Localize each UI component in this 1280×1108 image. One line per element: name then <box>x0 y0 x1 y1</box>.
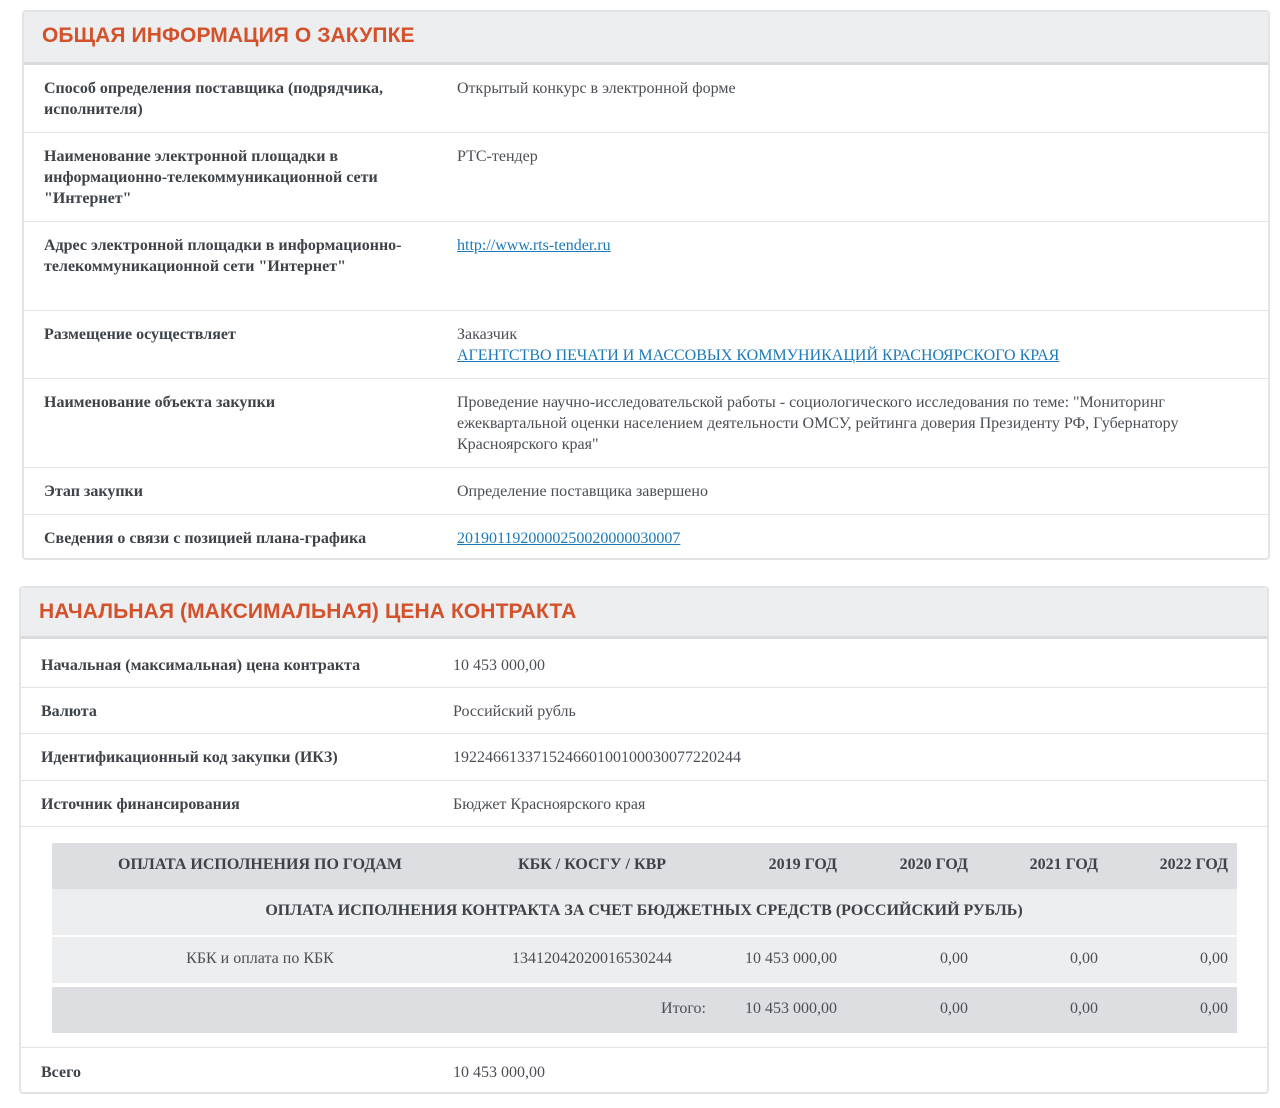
general-info-title: ОБЩАЯ ИНФОРМАЦИЯ О ЗАКУПКЕ <box>42 24 415 47</box>
col-header-kbk: КБК / КОСГУ / КВР <box>517 856 667 873</box>
info-value: Определение поставщика завершено <box>457 483 708 500</box>
total-2022: 0,00 <box>1200 1000 1228 1017</box>
price-value: Российский рубль <box>453 703 576 720</box>
info-label: Наименование объекта закупки <box>44 394 276 411</box>
price-label: Идентификационный код закупки (ИКЗ) <box>41 749 338 766</box>
price-card <box>19 586 1269 1094</box>
kbk-row-label: КБК и оплата по КБК <box>186 950 334 967</box>
col-header-2022: 2022 ГОД <box>1159 856 1228 873</box>
price-header <box>21 588 1267 639</box>
price-label: Начальная (максимальная) цена контракта <box>41 657 361 674</box>
price-label: Валюта <box>41 703 97 720</box>
info-row-platform <box>24 133 1268 222</box>
info-value: Открытый конкурс в электронной форме <box>457 80 736 97</box>
col-header-2020: 2020 ГОД <box>899 856 968 873</box>
amount-2022: 0,00 <box>1200 950 1228 967</box>
payment-table-subheader <box>52 889 1237 935</box>
info-row-plan-link <box>24 515 1268 560</box>
amount-2021: 0,00 <box>1070 950 1098 967</box>
grand-total-value: 10 453 000,00 <box>453 1064 545 1081</box>
total-2021: 0,00 <box>1070 1000 1098 1017</box>
total-label: Итого: <box>661 1000 706 1017</box>
info-value: РТС-тендер <box>457 148 538 165</box>
price-value: 10 453 000,00 <box>453 657 545 674</box>
platform-url-link[interactable]: http://www.rts-tender.ru <box>457 237 611 254</box>
price-value: 192246613371524660100100030077220244 <box>453 749 741 766</box>
price-row-source <box>21 781 1267 827</box>
payment-table <box>52 843 1237 1033</box>
info-row-method <box>24 65 1268 133</box>
price-title: НАЧАЛЬНАЯ (МАКСИМАЛЬНАЯ) ЦЕНА КОНТРАКТА <box>39 600 577 623</box>
table-row <box>52 937 1237 983</box>
info-label: Адрес электронной площадки в информационно-телекоммуникационной сети "Интернет" <box>44 237 402 275</box>
table-total-row <box>52 987 1237 1033</box>
price-row-currency <box>21 688 1267 734</box>
info-label: Размещение осуществляет <box>44 326 236 343</box>
info-value: Заказчик <box>457 326 518 343</box>
info-label: Наименование электронной площадки в информационно-телекоммуникационной сети "Интернет" <box>44 148 378 207</box>
kbk-code: 13412042020016530244 <box>512 950 672 967</box>
price-row-ikz <box>21 734 1267 781</box>
amount-2020: 0,00 <box>940 950 968 967</box>
budget-funds-subheader: ОПЛАТА ИСПОЛНЕНИЯ КОНТРАКТА ЗА СЧЕТ БЮДЖЕТНЫХ СРЕДСТВ (РОССИЙСКИЙ РУБЛЬ) <box>265 902 1023 919</box>
payment-table-header <box>52 843 1237 889</box>
price-value: Бюджет Красноярского края <box>453 796 646 813</box>
amount-2019: 10 453 000,00 <box>745 950 837 967</box>
price-row-nmck <box>21 641 1267 688</box>
price-row-grand-total <box>21 1047 1267 1094</box>
customer-link[interactable]: АГЕНТСТВО ПЕЧАТИ И МАССОВЫХ КОММУНИКАЦИЙ КРАСНОЯРСКОГО КРАЯ <box>457 347 1060 364</box>
info-value: Проведение научно-исследовательской работы - социологического исследования по теме: "Мониторинг ежеквартальной оценки населением деятельности ОМСУ, рейтинга доверия Президенту РФ, Губернатору Красноярского края" <box>457 394 1179 453</box>
col-header-years: ОПЛАТА ИСПОЛНЕНИЯ ПО ГОДАМ <box>118 856 402 873</box>
col-header-2021: 2021 ГОД <box>1029 856 1098 873</box>
info-label: Сведения о связи с позицией плана-графика <box>44 530 367 547</box>
plan-position-link[interactable]: 2019011920000250020000030007 <box>457 530 681 547</box>
price-label: Источник финансирования <box>41 796 240 813</box>
total-2019: 10 453 000,00 <box>745 1000 837 1017</box>
info-label: Способ определения поставщика (подрядчика, исполнителя) <box>44 80 384 118</box>
col-header-2019: 2019 ГОД <box>768 856 837 873</box>
total-2020: 0,00 <box>940 1000 968 1017</box>
general-info-header <box>24 12 1268 65</box>
general-info-card <box>22 10 1270 560</box>
info-label: Этап закупки <box>44 483 143 500</box>
info-row-placement <box>24 311 1268 379</box>
info-row-object <box>24 379 1268 468</box>
info-row-stage <box>24 468 1268 515</box>
info-row-platform-address <box>24 222 1268 311</box>
grand-total-label: Всего <box>41 1064 81 1081</box>
